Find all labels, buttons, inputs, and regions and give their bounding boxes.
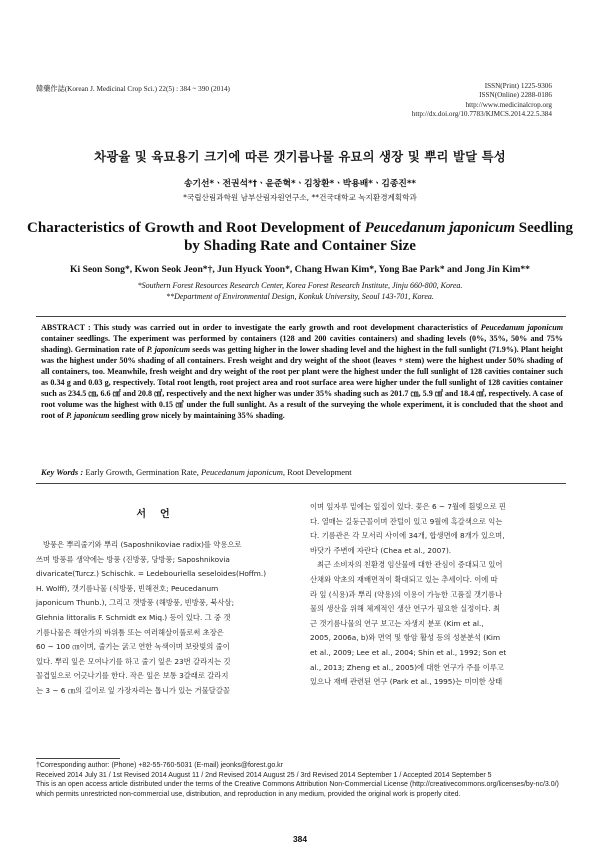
body-line: 이며 잎자루 밑에는 잎집이 있다. 꽃은 6 ~ 7월에 흰빛으로 핀 (310, 502, 506, 511)
abstract-species: P. japonicum (146, 345, 191, 355)
abstract-top-rule (36, 316, 566, 317)
abstract-text: container seedlings. The experiment was performed by containers (128 and 200 cavities containers) and shading levels (0%, 35%, 50% and 75% shading). Germination rate of (41, 334, 563, 355)
korean-authors: 송기선*ㆍ전권석*†ㆍ윤준혁*ㆍ김창환*ㆍ박용배*ㆍ김종진** (183, 179, 417, 189)
issn-print: ISSN(Print) 1225-9306 (484, 82, 552, 90)
body-column-right (310, 500, 558, 690)
abstract-species: P. japonicum (66, 411, 110, 421)
page-number: 384 (293, 834, 307, 844)
body-line: 60 ~ 100 ㎝이며, 줄기는 굵고 연한 녹색이며 보랏빛의 줄이 (36, 642, 230, 652)
section-heading: 서언 (136, 509, 184, 520)
body-line: 2005, 2006a, b)와 면역 및 항암 활성 등의 성분분석 (Kim (310, 633, 501, 643)
korean-affiliation: *국립산림과학원 남부산림자원연구소, **건국대학교 녹지환경계획학과 (183, 193, 417, 202)
body-line: 있다. 뿌리 잎은 모여나기를 하고 줄기 잎은 23번 갈라지는 깃 (36, 656, 231, 666)
body-line: et al., 2009; Lee et al., 2004; Shin et al., 1992; Son et (310, 647, 507, 657)
body-line: 다. 열매는 길둥근꼴이며 잔털이 있고 9월에 흑갈색으로 익는 (310, 516, 503, 526)
body-line: 쓰며 방풍류 생약에는 방풍 (진방풍, 당방풍; Saposhnikovia (36, 554, 230, 564)
body-line: H. Wolff), 갯기름나물 (식방풍, 빈해전호; Peucedanum (36, 583, 219, 593)
body-column-left (36, 538, 284, 699)
title-text-end: Seedling (515, 220, 573, 236)
body-line: 바닷가 주변에 자란다 (Chea et al., 2007). (310, 545, 452, 555)
received-dates: Received 2014 July 31 / 1st Revised 2014 August 11 / 2nd Revised 2014 August 25 / 3rd Revised 2014 September 1 / Accepted 2014 September 5 (36, 771, 492, 779)
english-title (0, 219, 600, 255)
journal-identifiers (352, 82, 552, 119)
body-line: 근 갯기름나물의 연구 보고는 자생지 분포 (Kim et al., (310, 618, 484, 628)
body-line: 라 잎 (식용)과 뿌리 (약용)의 이용이 가능한 고품질 갯기름나 (310, 589, 503, 599)
body-line: 산채와 약초의 재배면적이 확대되고 있는 추세이다. 이에 따 (310, 574, 498, 584)
keywords-text: Early Growth, Germination Rate, (83, 467, 201, 477)
english-authors: Ki Seon Song*, Kwon Seok Jeon*†, Jun Hyuck Yoon*, Chang Hwan Kim*, Yong Bae Park* and Jong Jin Kim** (70, 264, 530, 275)
body-line: Glehnia littoralis F. Schmidt ex Miq.) 등이 있다. 그 중 갯 (36, 612, 231, 622)
body-line: 다. 기름관은 각 모서리 사이에 34개, 합생면에 8개가 있으며, (310, 531, 505, 541)
title-species: Peucedanum japonicum (364, 220, 516, 236)
abstract-text: seedling grow nicely by maintaining 35% shading. (109, 411, 285, 421)
footnote-rule (36, 758, 120, 759)
keywords-bottom-rule (36, 483, 566, 484)
license-text: This is an open access article distributed under the terms of the Creative Commons Attribution Non-Commercial License (http://creativecommons.org/licenses/by-nc/3.0/) which permits unrestricted non-commercial use, distribution, and reproduction in any medium, provided the original work is properly cited. (36, 781, 559, 798)
body-line: 물의 생산을 위해 체계적인 생산 연구가 필요한 실정이다. 최 (310, 604, 501, 614)
title-line-2: by Shading Rate and Container Size (184, 238, 416, 254)
body-line: 최근 소비자의 친환경 임산물에 대한 관심이 증대되고 있어 (317, 560, 503, 570)
affiliation-1: *Southern Forest Resources Research Center, Korea Forest Research Institute, Jinju 660-800, Korea. (137, 281, 463, 290)
body-line: 방풍은 뿌리줄기와 뿌리 (Saposhnikoviae radix)를 약용으로 (43, 540, 242, 549)
body-line: divaricate(Turcz.) Schischk. = Ledebouriella seseloides(Hoffm.) (36, 569, 267, 579)
affiliation-2: **Department of Environmental Design, Konkuk University, Seoul 143-701, Korea. (166, 291, 434, 301)
abstract-species: Peucedanum japonicum (480, 323, 563, 332)
keywords-label: Key Words : (41, 467, 84, 477)
body-line: al., 2013; Zheng et al., 2005)에 대한 연구가 주를 이루고 (310, 662, 504, 672)
title-text: Characteristics of Growth and Root Development of (27, 220, 365, 236)
journal-citation: 韓藥作誌(Korean J. Medicinal Crop Sci.) 22(5) : 384 ~ 390 (2014) (36, 85, 230, 93)
abstract-text: seeds was getting higher in the lower shading level and the highest in the full sunlight (71.9%). Plant height was the highest under 50% shading of all containers. Fresh weight and dry weight of the shoot (leaves + stem) were the highest under 50% shading of all containers, too. Meanwhile, fresh weight and dry weight of the root per plant were the highest under the full sunlight of 128 cavities container such as 0.34 g and 0.03 g, respectively. Total root length, root project area and root surface area were higher under the full sunlight of 128 cavities container such as 234.5 ㎝, 6.6 ㎠ and 20.8 ㎠, respectively and the next higher was under 35% shading such as 201.7 ㎝, 5.9 ㎠ and 18.4 ㎠, respectively. A case of root volume was the highest with 0.15 ㎤ under the full sunlight. As a result of the surveying the whole experiment, it is concluded that the shoot and root of (41, 345, 563, 421)
body-line: 기름나물은 해안가의 바위틈 또는 여러해살이풀로써 초장은 (36, 627, 224, 637)
keywords-species: Peucedanum japonicum (200, 467, 283, 477)
footnote (36, 761, 566, 799)
body-line: 꼴겹잎으로 어긋나기를 한다. 작은 잎은 보통 3갈래로 갈라지 (36, 671, 229, 681)
corresponding-author: †Corresponding author: (Phone) +82-55-760-5031 (E-mail) jeonks@forest.go.kr (36, 762, 283, 769)
body-line: 있으나 재배 관련된 연구 (Park et al., 1995)는 미미한 상태 (310, 677, 503, 687)
abstract-text: ABSTRACT : This study was carried out in order to investigate the early growth and root development characteristics of (41, 323, 481, 332)
keywords (41, 467, 352, 477)
english-affiliations (0, 281, 600, 302)
issn-online: ISSN(Online) 2288-0186 (479, 91, 552, 100)
keywords-text: , Root Development (282, 467, 352, 477)
korean-title: 차광율 및 육묘용기 크기에 따른 갯기름나물 유묘의 생장 및 뿌리 발달 특성 (94, 150, 506, 164)
body-line: 는 3 ~ 6 ㎝의 길이로 잎 가장자리는 톱니가 있는 거물달갈꼴 (36, 685, 230, 695)
body-line: japonicum Thunb.), 그리고 갯방풍 (해방풍, 빈방풍, 북사삼; (36, 598, 235, 608)
abstract (41, 322, 563, 421)
doi-link[interactable]: http://dx.doi.org/10.7783/KJMCS.2014.22.5.384 (411, 109, 552, 118)
journal-url[interactable]: http://www.medicinalcrop.org (465, 100, 552, 109)
